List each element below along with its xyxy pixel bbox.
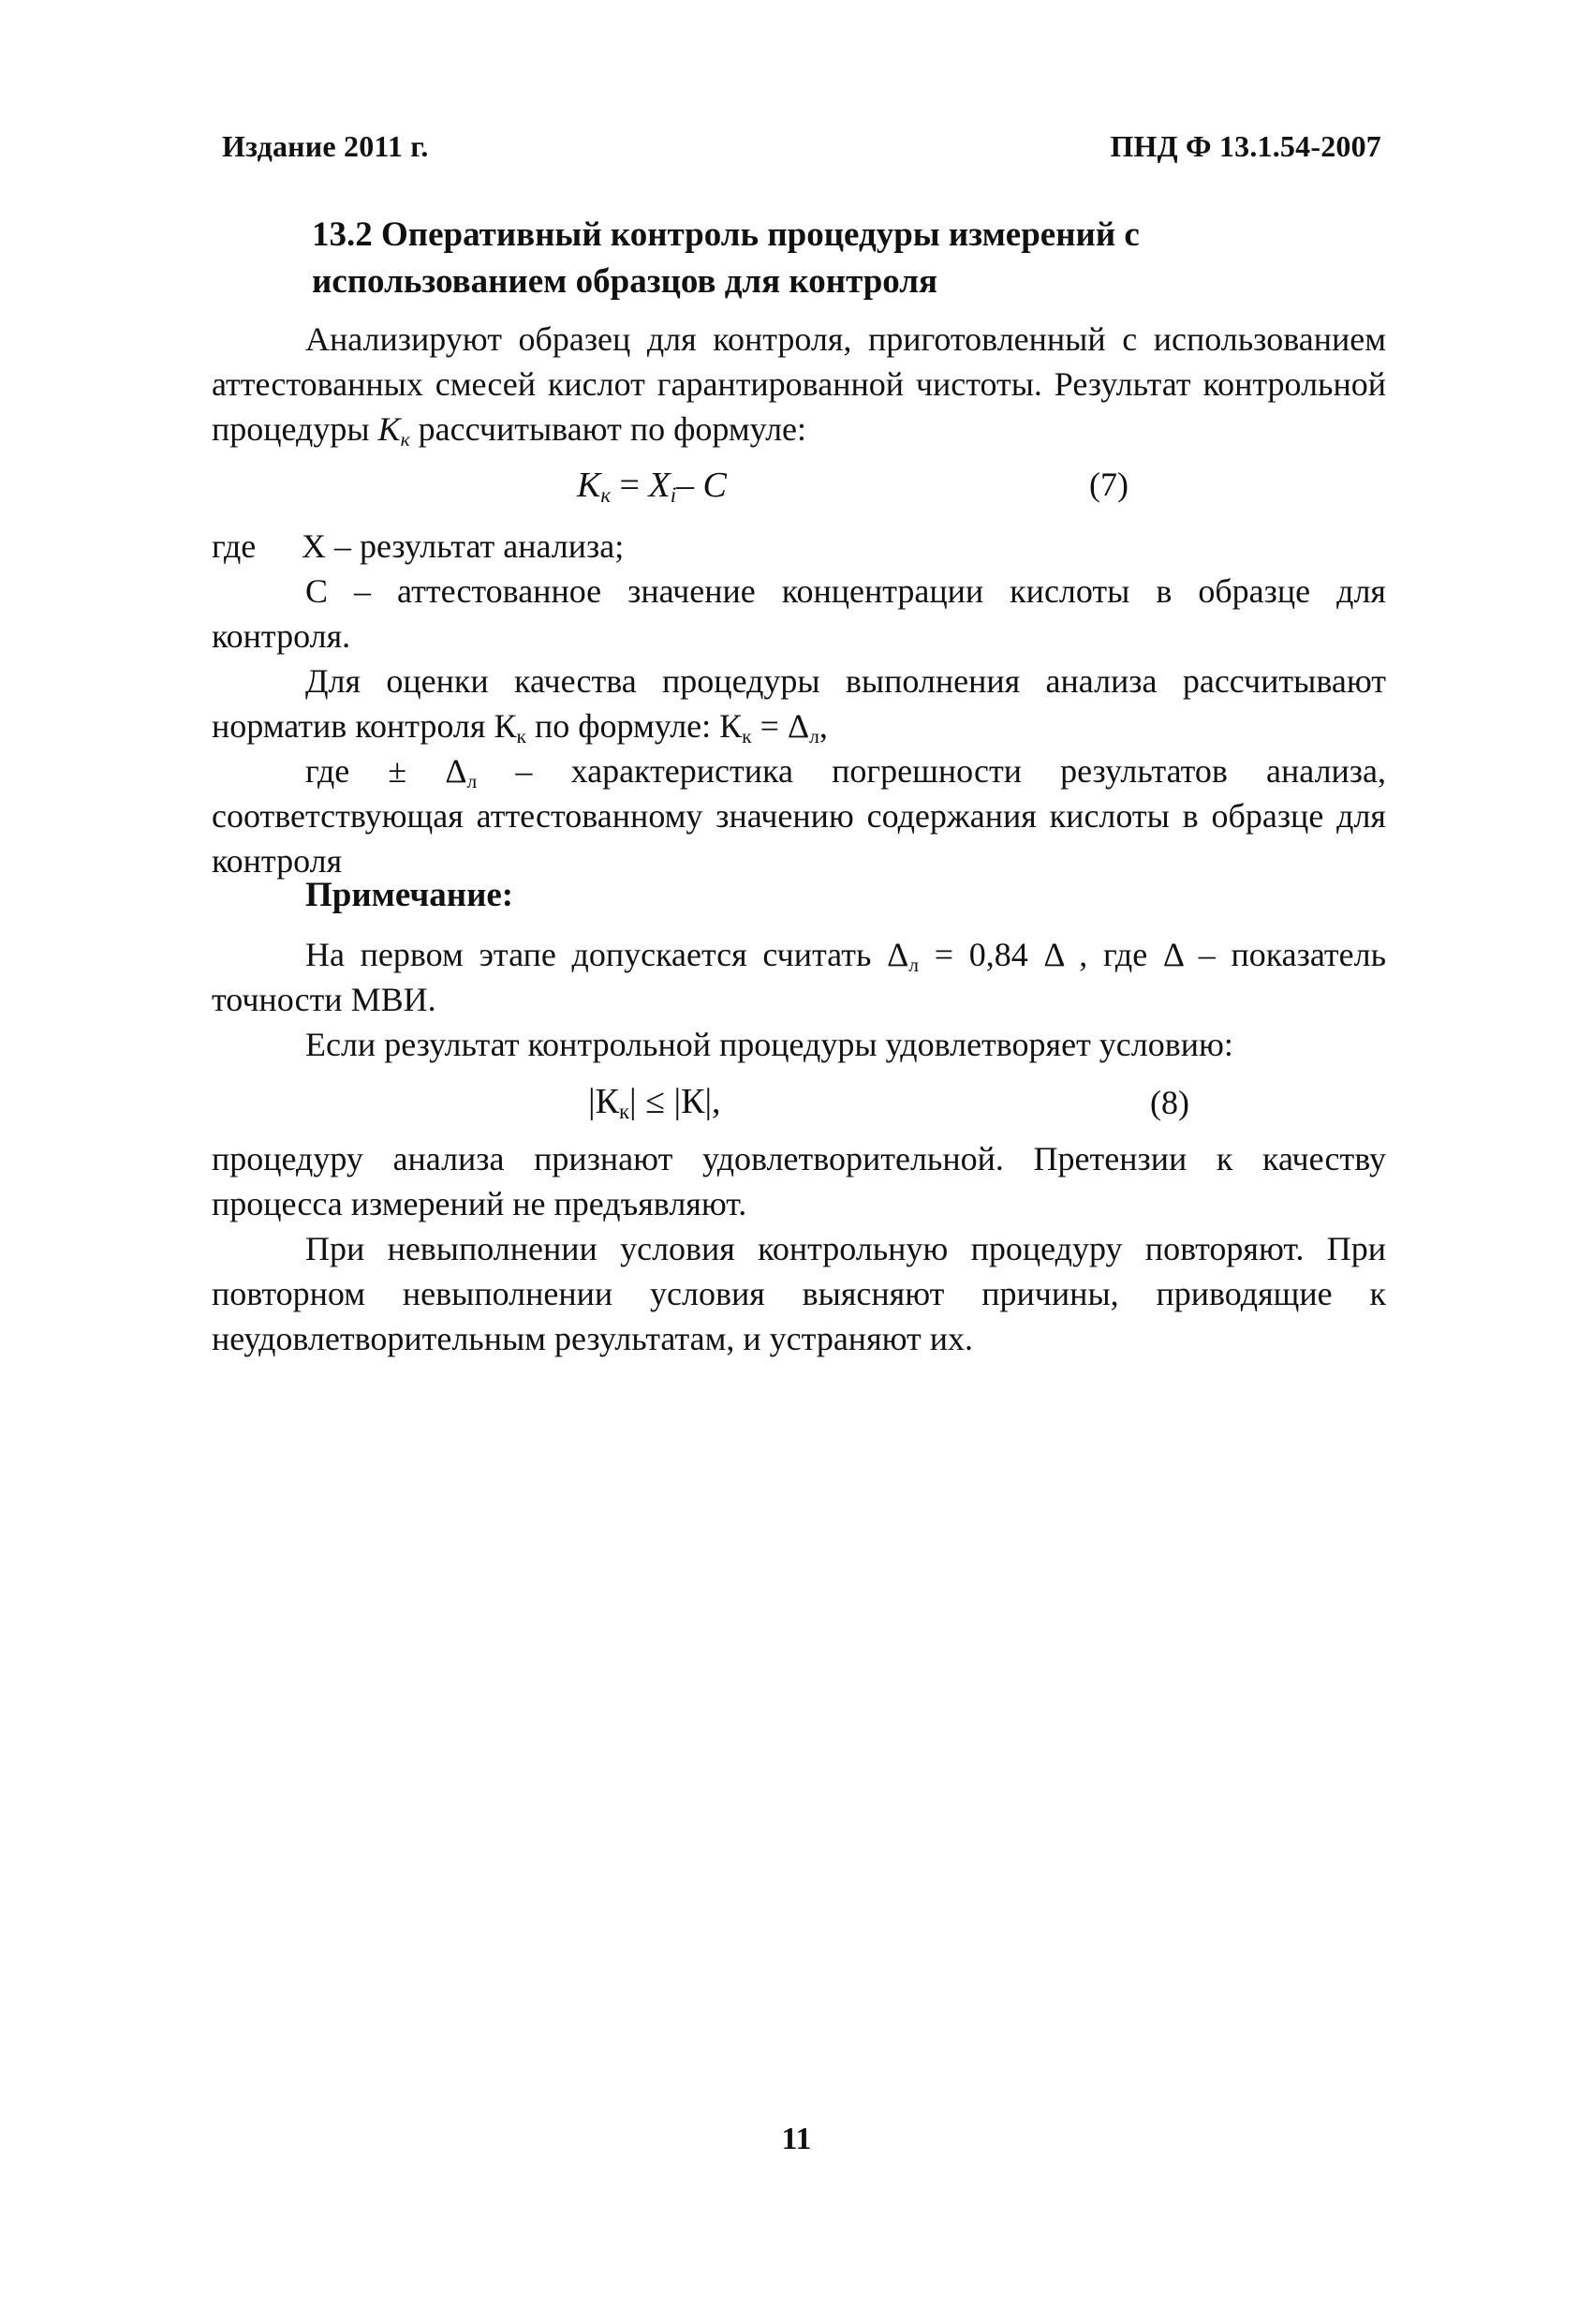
formula-8: $|К_к| \le |К|$, <box>588 1082 721 1123</box>
section-title: 13.2 Оперативный контроль процедуры измерений с использованием образцов для контроля <box>312 215 1140 301</box>
paragraph-accept: процедуру анализа признают удовлетворительной. Претензии к качеству процесса измерений не предъявляют. <box>212 1140 1386 1222</box>
document-code: ПНД Ф 13.1.54-2007 <box>1110 129 1381 163</box>
equation-number-7: (7) <box>1089 466 1128 503</box>
paragraph-error-characteristic: где ± $\Delta_л$ – характеристика погрешности результатов анализа, соответствующая аттестованному значению содержания кислоты в образце для контроля <box>212 752 1387 880</box>
where-label: где <box>212 527 257 565</box>
paragraph-repeat: При невыполнении условия контрольную процедуру повторяют. При повторном невыполнении условия выясняют причины, приводящие к неудовлетворительным результатам, и устраняют их. <box>212 1230 1386 1357</box>
definition-x: X – результат анализа; <box>302 527 625 565</box>
page-number: 11 <box>781 2122 812 2156</box>
note-heading: Примечание: <box>305 876 514 914</box>
edition-label: Издание 2011 г. <box>222 129 429 163</box>
p1-text: Анализируют образец для контроля, приготовленный с использованием аттестованных смесей кислот гарантированной чистоты. Результат контрольной процедуры <box>212 320 1386 448</box>
paragraph-sample-analysis <box>212 317 1386 451</box>
definition-c: С – аттестованное значение концентрации кислоты в образце для контроля. <box>212 572 1386 655</box>
note-paragraph: На первом этапе допускается считать $\Delta_л = 0,84$ Δ , где Δ – показатель точности МВИ. <box>212 936 1387 1018</box>
condition-intro: Если результат контрольной процедуры удовлетворяет условию: <box>305 1026 1233 1063</box>
equation-number-8: (8) <box>1150 1084 1189 1121</box>
kk-variable: $K_к$ <box>377 410 410 451</box>
formula-7: $K_к = X_i-$ C <box>577 466 727 507</box>
p1-end: рассчитывают по формуле: <box>418 410 807 448</box>
paragraph-control-norm: Для оценки качества процедуры выполнения анализа рассчитывают норматив контроля $К_к$ по формуле: $К_к = \Delta_л$, <box>212 662 1386 748</box>
